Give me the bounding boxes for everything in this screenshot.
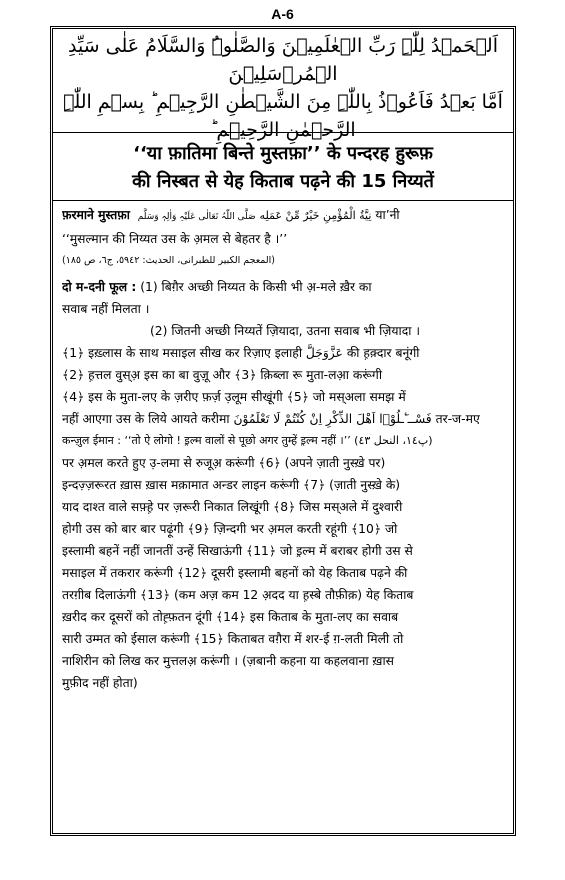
arabic-line-1: اَلۡحَمۡدُ لِلّٰہِ رَبِّ الۡعٰلَمِیۡنَ وَالصَّلٰوۃُ وَالسَّلَامُ عَلٰی سَیِّدِ الۡمُرۡسَلِیۡنَ	[67, 35, 499, 85]
niyyat-line: नहीं आएगा उस के लिये आयते करीमा فَسْــٴَـلُوْۤا اَهْلَ الذِّكْرِ اِنْ كُنْتُمْ لَا تَعْلَمُوْنَ तर-ज-मए	[62, 412, 480, 426]
arabic-line-2: اَمَّا بَعۡدُ فَاَعُوۡذُ بِاللّٰہِ مِنَ الشَّیۡطٰنِ الرَّجِیۡمِ ؕ بِسۡمِ اللّٰہِ الرَّحۡمٰنِ الرَّحِیۡمِ ؕ	[63, 91, 503, 141]
arabic-hadith: نِيَّةُ الْمُؤْمِنِ خَيْرٌ مِّنْ عَمَلِه	[259, 209, 372, 222]
point-1-line-1: (1) बिग़ैर अच्छी निय्यत के किसी भी अ़-मले ख़ैर का	[140, 280, 372, 294]
point-2: (2) जितनी अच्छी निय्यतें ज़ियादा, उतना सवाब भी ज़ियादा ।	[150, 324, 421, 338]
niyyat-line: नाशिरीन को लिख कर मुत्तलअ़ करूंगी । (ज़बानी कहना या कहलवाना ख़ास	[62, 654, 394, 668]
niyyat-line: इन्दज़्ज़रूरत ख़ास ख़ास मक़ामात अन्डर लाइन करूंगी ﴾7﴿ (ज़ाती नुस्खे़ के)	[62, 478, 401, 492]
niyyat-line: इस्लामी बहनें नहीं जानतीं उन्हें सिखाऊंगी ﴾11﴿ जो इ़ल्म में बराबर होगी उस से	[62, 544, 413, 558]
page-number: A-6	[271, 6, 294, 22]
title-line-1: ‘‘या फ़ातिमा बिन्ते मुस्तफ़ा’’ के पन्दरह हुरूफ़	[133, 143, 433, 164]
page-title	[60, 140, 506, 196]
niyyat-line: होगी उस को बार बार पढ़ूंगी ﴾9﴿ ज़िन्दगी भर अ़मल करती रहूंगी ﴾10﴿ जो	[62, 522, 398, 536]
point-1-line-2: सवाब नहीं मिलता ।	[62, 302, 150, 316]
niyyat-line: पर अ़मल करते हुए उ़-लमा से रुजूअ़ करूंगी ﴾6﴿ (अपने ज़ाती नुस्खे़ पर)	[62, 456, 386, 470]
hadith-translation: ‘‘मुसल्मान की निय्यत उस के अ़मल से बेहतर है ।’’	[62, 232, 288, 246]
madani-phool-label: दो म-दनी फूल :	[62, 280, 137, 294]
title-line-2: की निस्बत से येह किताब पढ़ने की 15 निय्यतें	[132, 171, 434, 192]
niyyat-line: ﴾4﴿ इस के मुता-लए के ज़रीए फ़र्ज़ उ़लूम सीखूंगी ﴾5﴿ जो मस्अला समझ में	[62, 390, 406, 404]
niyyat-line: ﴾1﴿ इख़्लास के साथ मसाइल सीख कर रिज़ाए इलाही عَزَّوَجَلَّ की ह़क़्दार बनूंगी	[62, 346, 420, 360]
niyyat-line: सारी उम्मत को ईसाल करूंगी ﴾15﴿ किताबत वग़ैरा में शर-ई ग़-लती मिली तो	[62, 632, 404, 646]
arabic-salutation: صَلَّی اللّٰہُ تَعَالٰی عَلَیْہِ وَاٰلِہٖ وَسَلَّم	[137, 212, 256, 222]
niyyat-line: ﴾2﴿ ह़त्तल वुस्अ़ इस का बा वुज़ू और ﴾3﴿ क़िब्ला रू मुता-लआ़ करूंगी	[62, 368, 383, 382]
niyyat-line: ख़रीद कर दूसरों को तोह़्फ़तन दूंगी ﴾14﴿ इस किताब के मुता-लए का सवाब	[62, 610, 399, 624]
page-body	[62, 204, 504, 694]
yani-word: या’नी	[375, 208, 400, 222]
arabic-invocation	[60, 32, 506, 144]
header-divider	[52, 132, 514, 133]
niyyat-line: कन्ज़ुल ईमान : ‘‘तो ऐ लोगो ! इ़ल्म वालों से पूछो अगर तुम्हें इ़ल्म नहीं ।’’ (پ١٤، النحل ٤٣)	[62, 434, 433, 447]
niyyat-line: याद दाश्त वाले सफ़्ह़े पर ज़रूरी निकात लिखूंगी ﴾8﴿ जिस मस्अले में दुश्वारी	[62, 500, 403, 514]
title-divider	[52, 200, 514, 201]
niyyat-line: तरग़ीब दिलाऊंगी ﴾13﴿ (कम अज़ कम 12 अ़दद या ह़स्बे तौफ़ीक़) येह किताब	[62, 588, 414, 602]
niyyat-line: मसाइल में तकरार करूंगी ﴾12﴿ दूसरी इस्लामी बहनों को येह किताब पढ़ने की	[62, 566, 408, 580]
hadith-reference: (المعجم الکبیر للطبرانی، الحدیث: ٥٩٤٢، ج٦، ص ١٨٥)	[62, 255, 276, 266]
farman-label: फ़रमाने मुस्तफ़ा	[62, 208, 130, 222]
niyyat-line: मुफ़ीद नहीं होता)	[62, 676, 138, 690]
